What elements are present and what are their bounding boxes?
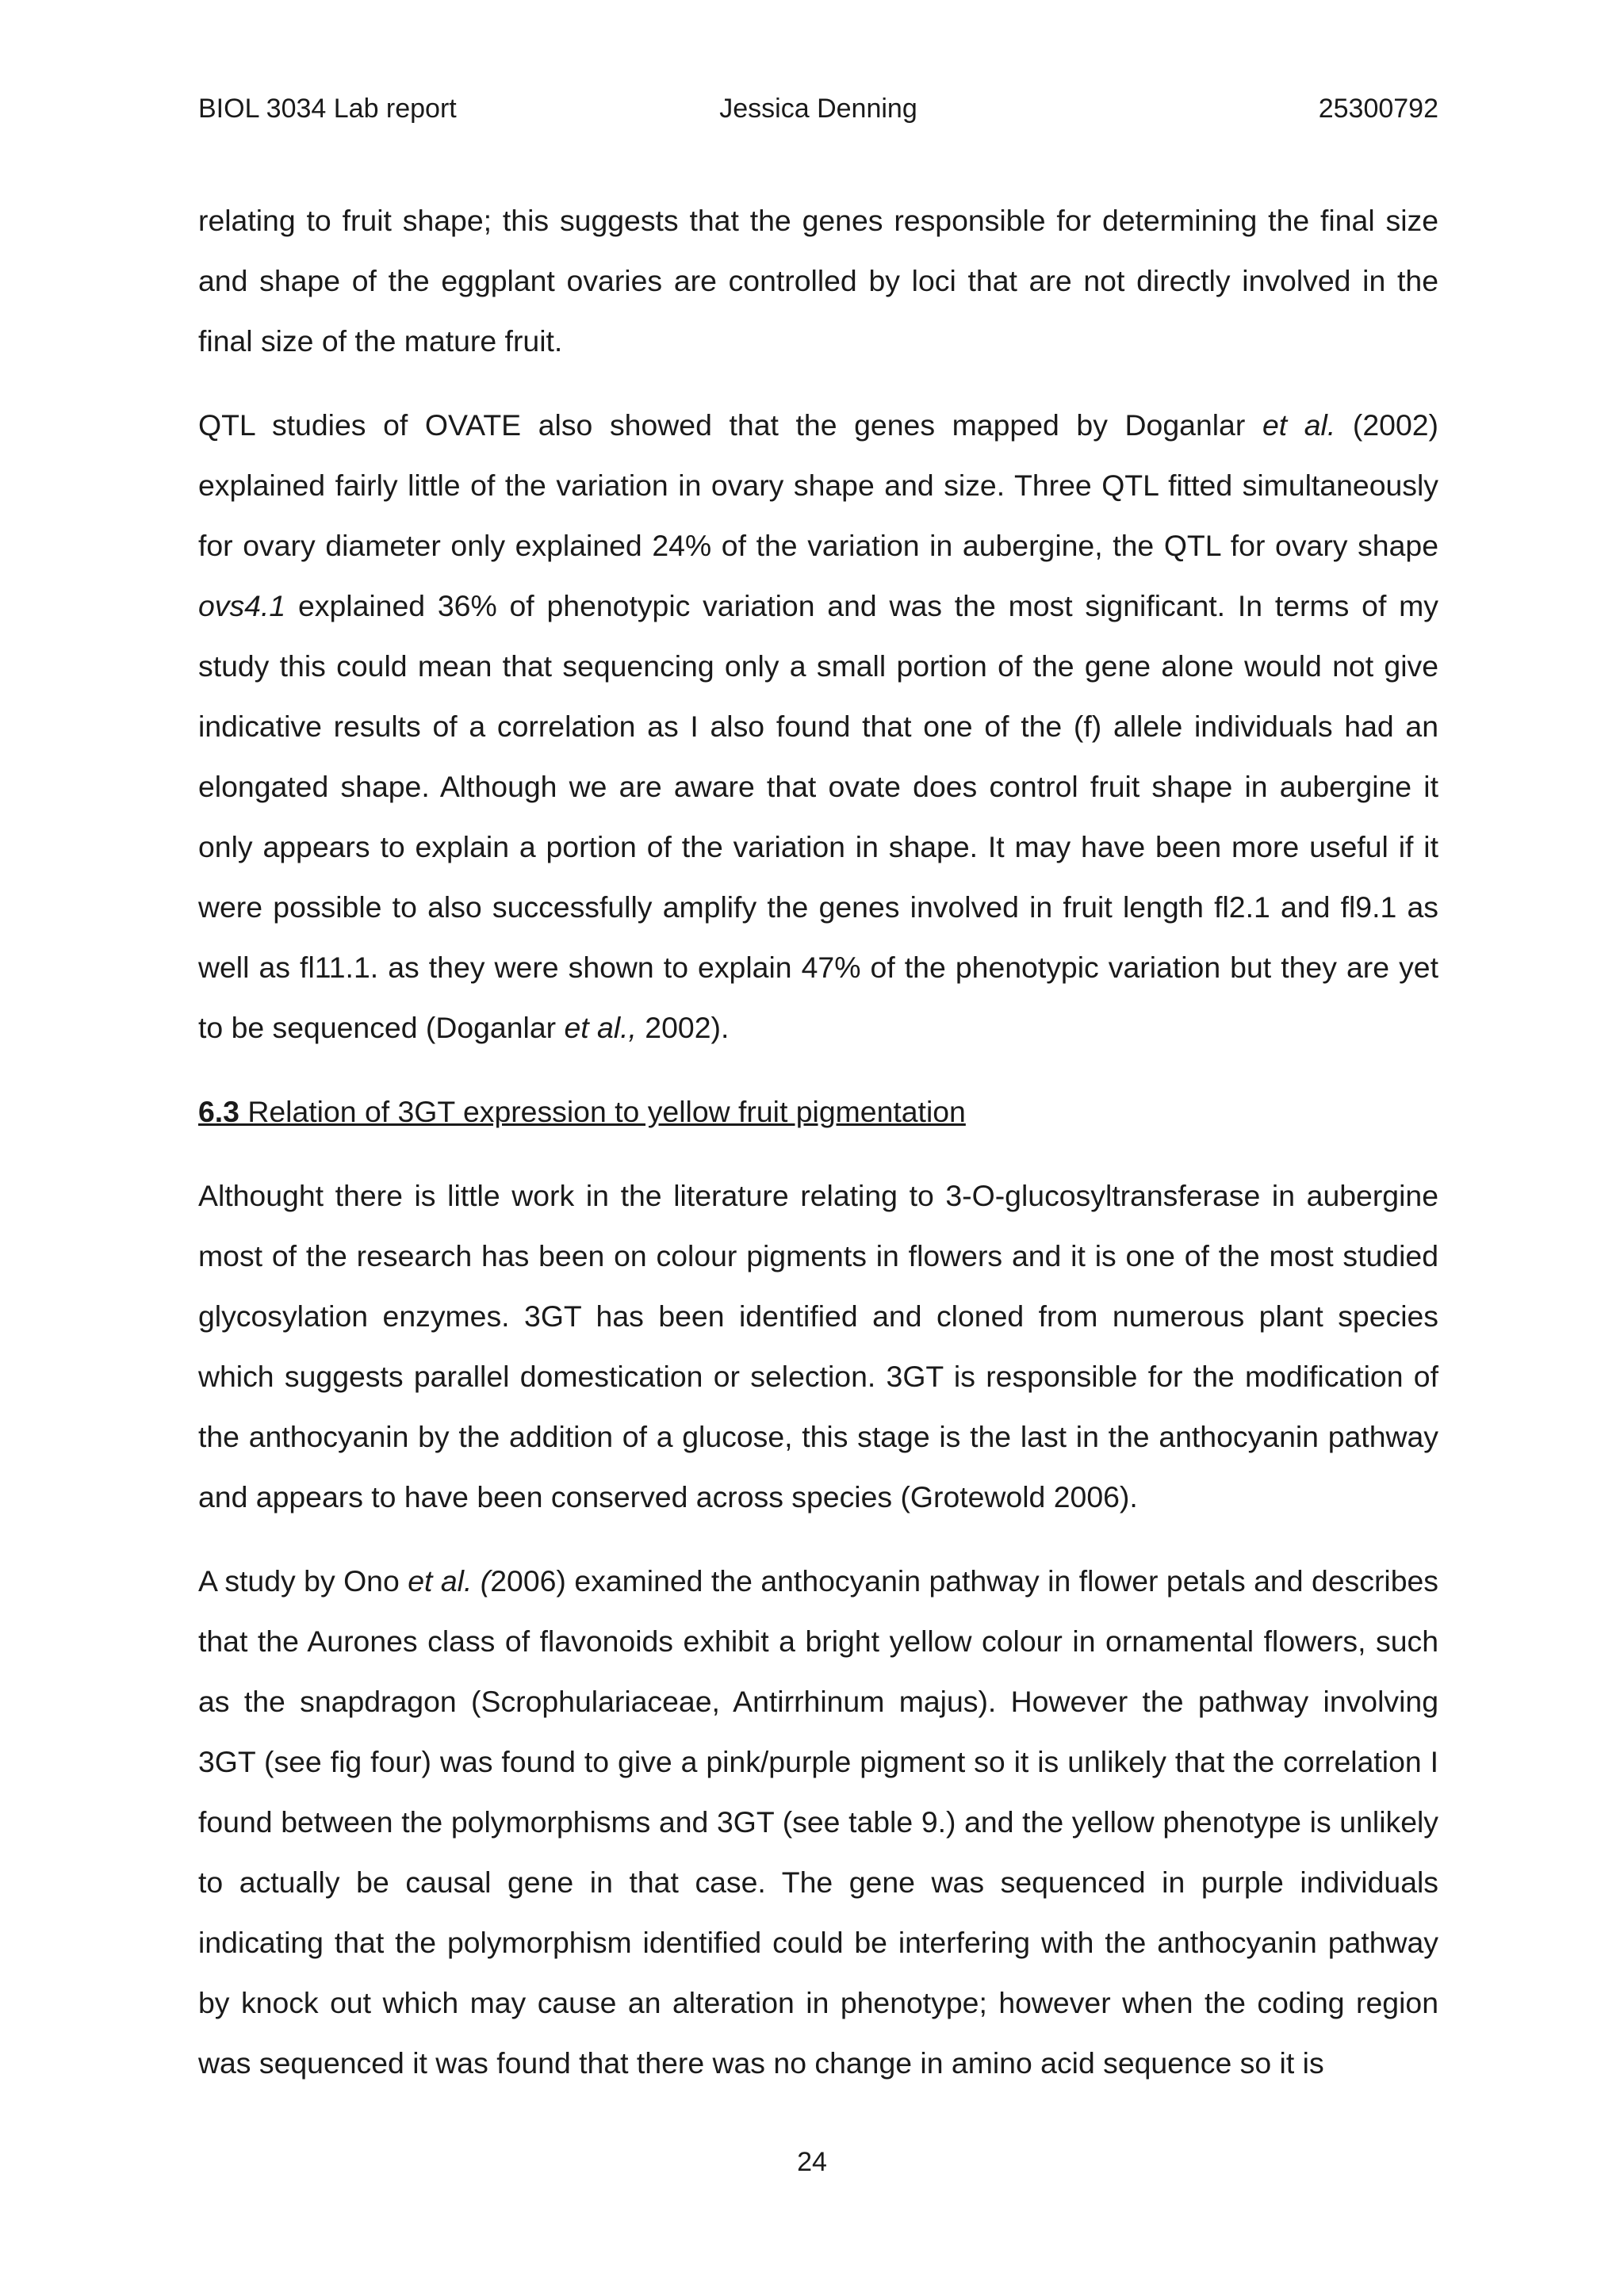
section-heading: [198, 1081, 1438, 1142]
section-number: 6.3: [198, 1095, 239, 1128]
paragraph-ono-study: A study by Ono et al. (2006) examined the anthocyanin pathway in flower petals and describes that the Aurones class of flavonoids exhibit a bright yellow colour in ornamental flowers, such as the snapdragon (Scrophulariaceae, Antirrhinum majus). However the pathway involving 3GT (see fig four) was found to give a pink/purple pigment so it is unlikely that the correlation I found between the polymorphisms and 3GT (see table 9.) and the yellow phenotype is unlikely to actually be causal gene in that case. The gene was sequenced in purple individuals indicating that the polymorphism identified could be interfering with the anthocyanin pathway by knock out which may cause an alteration in phenotype; however when the coding region was sequenced it was found that there was no change in amino acid sequence so it is: [198, 1564, 1438, 2080]
page-header: [198, 94, 1438, 138]
paragraph-qtl-ovate: QTL studies of OVATE also showed that the genes mapped by Doganlar et al. (2002) explained fairly little of the variation in ovary shape and size. Three QTL fitted simultaneously for ovary diameter only explained 24% of the variation in aubergine, the QTL for ovary shape ovs4.1 explained 36% of phenotypic variation and was the most significant. In terms of my study this could mean that sequencing only a small portion of the gene alone would not give indicative results of a correlation as I also found that one of the (f) allele individuals had an elongated shape. Although we are aware that ovate does control fruit shape in aubergine it only appears to explain a portion of the variation in shape. It may have been more useful if it were possible to also successfully amplify the genes involved in fruit length fl2.1 and fl9.1 as well as fl11.1. as they were shown to explain 47% of the phenotypic variation but they are yet to be sequenced (Doganlar et al., 2002).: [198, 408, 1438, 1044]
page-number: 24: [797, 2147, 827, 2177]
header-author: Jessica Denning: [719, 94, 917, 124]
section-title: Relation of 3GT expression to yellow fruit pigmentation: [239, 1095, 966, 1128]
header-course: BIOL 3034 Lab report: [198, 94, 457, 124]
header-student-id: 25300792: [1318, 94, 1438, 124]
paragraph-3gt-literature: Althought there is little work in the literature relating to 3-O-glucosyltransferase in aubergine most of the research has been on colour pigments in flowers and it is one of the most studied glycosylation enzymes. 3GT has been identified and cloned from numerous plant species which suggests parallel domestication or selection. 3GT is responsible for the modification of the anthocyanin by the addition of a glucose, this stage is the last in the anthocyanin pathway and appears to have been conserved across species (Grotewold 2006).: [198, 1179, 1438, 1513]
body-text: [198, 190, 1438, 2117]
paragraph-fruit-shape: relating to fruit shape; this suggests that the genes responsible for determining the final size and shape of the eggplant ovaries are controlled by loci that are not directly involved in the final size of the mature fruit.: [198, 204, 1438, 358]
